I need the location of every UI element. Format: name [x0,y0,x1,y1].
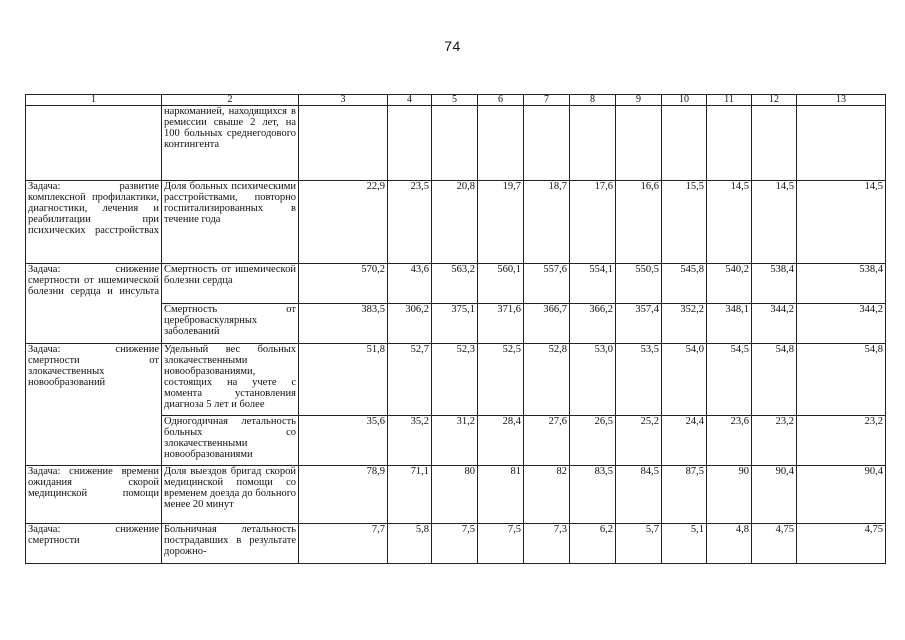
task-cell: Задача: снижение смертности от злокачественных новообразований [26,344,162,466]
value-cell [478,106,524,181]
value-cell: 366,2 [570,304,616,344]
value-cell [616,106,662,181]
value-cell: 82 [524,466,570,524]
value-cell: 14,5 [752,181,797,264]
column-header: 8 [570,95,616,106]
value-cell: 54,5 [707,344,752,416]
column-header: 9 [616,95,662,106]
value-cell: 54,8 [797,344,886,416]
value-cell [524,106,570,181]
value-cell: 28,4 [478,416,524,466]
value-cell: 80 [432,466,478,524]
column-header: 6 [478,95,524,106]
column-header: 4 [388,95,432,106]
value-cell: 35,2 [388,416,432,466]
value-cell [707,106,752,181]
value-cell: 366,7 [524,304,570,344]
value-cell [752,106,797,181]
table-row [26,181,886,264]
value-cell: 344,2 [797,304,886,344]
value-cell [388,106,432,181]
value-cell: 52,7 [388,344,432,416]
column-header: 11 [707,95,752,106]
value-cell: 53,5 [616,344,662,416]
value-cell: 5,1 [662,524,707,564]
indicator-cell: Больничная летальность пострадавших в результате дорожно- [162,524,299,564]
value-cell: 5,8 [388,524,432,564]
task-cell: Задача: снижение смертности от ишемической болезни сердца и инсульта [26,264,162,344]
value-cell: 19,7 [478,181,524,264]
value-cell: 563,2 [432,264,478,304]
value-cell: 357,4 [616,304,662,344]
indicators-table [25,94,886,564]
value-cell: 52,8 [524,344,570,416]
value-cell: 352,2 [662,304,707,344]
value-cell: 4,75 [797,524,886,564]
value-cell: 344,2 [752,304,797,344]
value-cell: 51,8 [299,344,388,416]
value-cell: 84,5 [616,466,662,524]
value-cell: 7,5 [478,524,524,564]
value-cell: 90 [707,466,752,524]
value-cell: 540,2 [707,264,752,304]
indicator-cell: Смертность от цереброваскулярных заболеваний [162,304,299,344]
value-cell: 538,4 [797,264,886,304]
table-row [26,106,886,181]
value-cell: 7,5 [432,524,478,564]
value-cell: 26,5 [570,416,616,466]
table-row [26,466,886,524]
value-cell: 348,1 [707,304,752,344]
indicator-cell: Доля выездов бригад скорой медицинской помощи со временем доезда до больного менее 20 минут [162,466,299,524]
indicator-cell: Доля больных психическими расстройствами, повторно госпитализированных в течение года [162,181,299,264]
value-cell: 550,5 [616,264,662,304]
table-row [26,264,886,304]
page-number: 74 [444,38,461,54]
indicator-cell: Смертность от ишемической болезни сердца [162,264,299,304]
value-cell: 87,5 [662,466,707,524]
column-header: 1 [26,95,162,106]
column-header: 12 [752,95,797,106]
column-header: 13 [797,95,886,106]
task-cell: Задача: снижение времени ожидания скорой медицинской помощи [26,466,162,524]
column-header: 3 [299,95,388,106]
task-cell [26,106,162,181]
value-cell: 23,2 [797,416,886,466]
value-cell: 560,1 [478,264,524,304]
task-cell: Задача: снижение смертности [26,524,162,564]
task-cell: Задача: развитие комплексной профилактики, диагностики, лечения и реабилитации при психических расстройствах [26,181,162,264]
value-cell: 54,0 [662,344,707,416]
value-cell: 14,5 [797,181,886,264]
value-cell: 14,5 [707,181,752,264]
value-cell: 52,5 [478,344,524,416]
value-cell: 23,5 [388,181,432,264]
value-cell: 90,4 [752,466,797,524]
value-cell: 83,5 [570,466,616,524]
value-cell: 371,6 [478,304,524,344]
value-cell: 16,6 [616,181,662,264]
indicator-cell: наркоманией, находящихся в ремиссии свыше 2 лет, на 100 больных среднегодового контингента [162,106,299,181]
value-cell: 375,1 [432,304,478,344]
table-row [26,524,886,564]
value-cell: 53,0 [570,344,616,416]
value-cell: 78,9 [299,466,388,524]
value-cell: 306,2 [388,304,432,344]
value-cell: 54,8 [752,344,797,416]
column-header: 2 [162,95,299,106]
value-cell: 52,3 [432,344,478,416]
value-cell: 23,6 [707,416,752,466]
value-cell: 24,4 [662,416,707,466]
value-cell: 5,7 [616,524,662,564]
value-cell: 43,6 [388,264,432,304]
header-row [26,95,886,106]
indicator-cell: Одногодичная летальность больных со злокачественными новообразованиями [162,416,299,466]
value-cell: 81 [478,466,524,524]
value-cell: 22,9 [299,181,388,264]
value-cell: 15,5 [662,181,707,264]
column-header: 10 [662,95,707,106]
value-cell [299,106,388,181]
value-cell: 570,2 [299,264,388,304]
value-cell: 18,7 [524,181,570,264]
column-header: 5 [432,95,478,106]
value-cell: 545,8 [662,264,707,304]
value-cell: 7,3 [524,524,570,564]
value-cell: 27,6 [524,416,570,466]
table-row [26,344,886,416]
column-header: 7 [524,95,570,106]
value-cell: 4,75 [752,524,797,564]
value-cell: 554,1 [570,264,616,304]
value-cell: 6,2 [570,524,616,564]
value-cell: 4,8 [707,524,752,564]
value-cell [662,106,707,181]
value-cell [797,106,886,181]
value-cell: 90,4 [797,466,886,524]
value-cell: 71,1 [388,466,432,524]
value-cell: 23,2 [752,416,797,466]
value-cell: 17,6 [570,181,616,264]
value-cell: 7,7 [299,524,388,564]
value-cell [432,106,478,181]
value-cell [570,106,616,181]
value-cell: 25,2 [616,416,662,466]
value-cell: 31,2 [432,416,478,466]
value-cell: 20,8 [432,181,478,264]
value-cell: 557,6 [524,264,570,304]
value-cell: 35,6 [299,416,388,466]
value-cell: 538,4 [752,264,797,304]
indicator-cell: Удельный вес больных злокачественными новообразованиями, состоящих на учете с момента установления диагноза 5 лет и более [162,344,299,416]
value-cell: 383,5 [299,304,388,344]
